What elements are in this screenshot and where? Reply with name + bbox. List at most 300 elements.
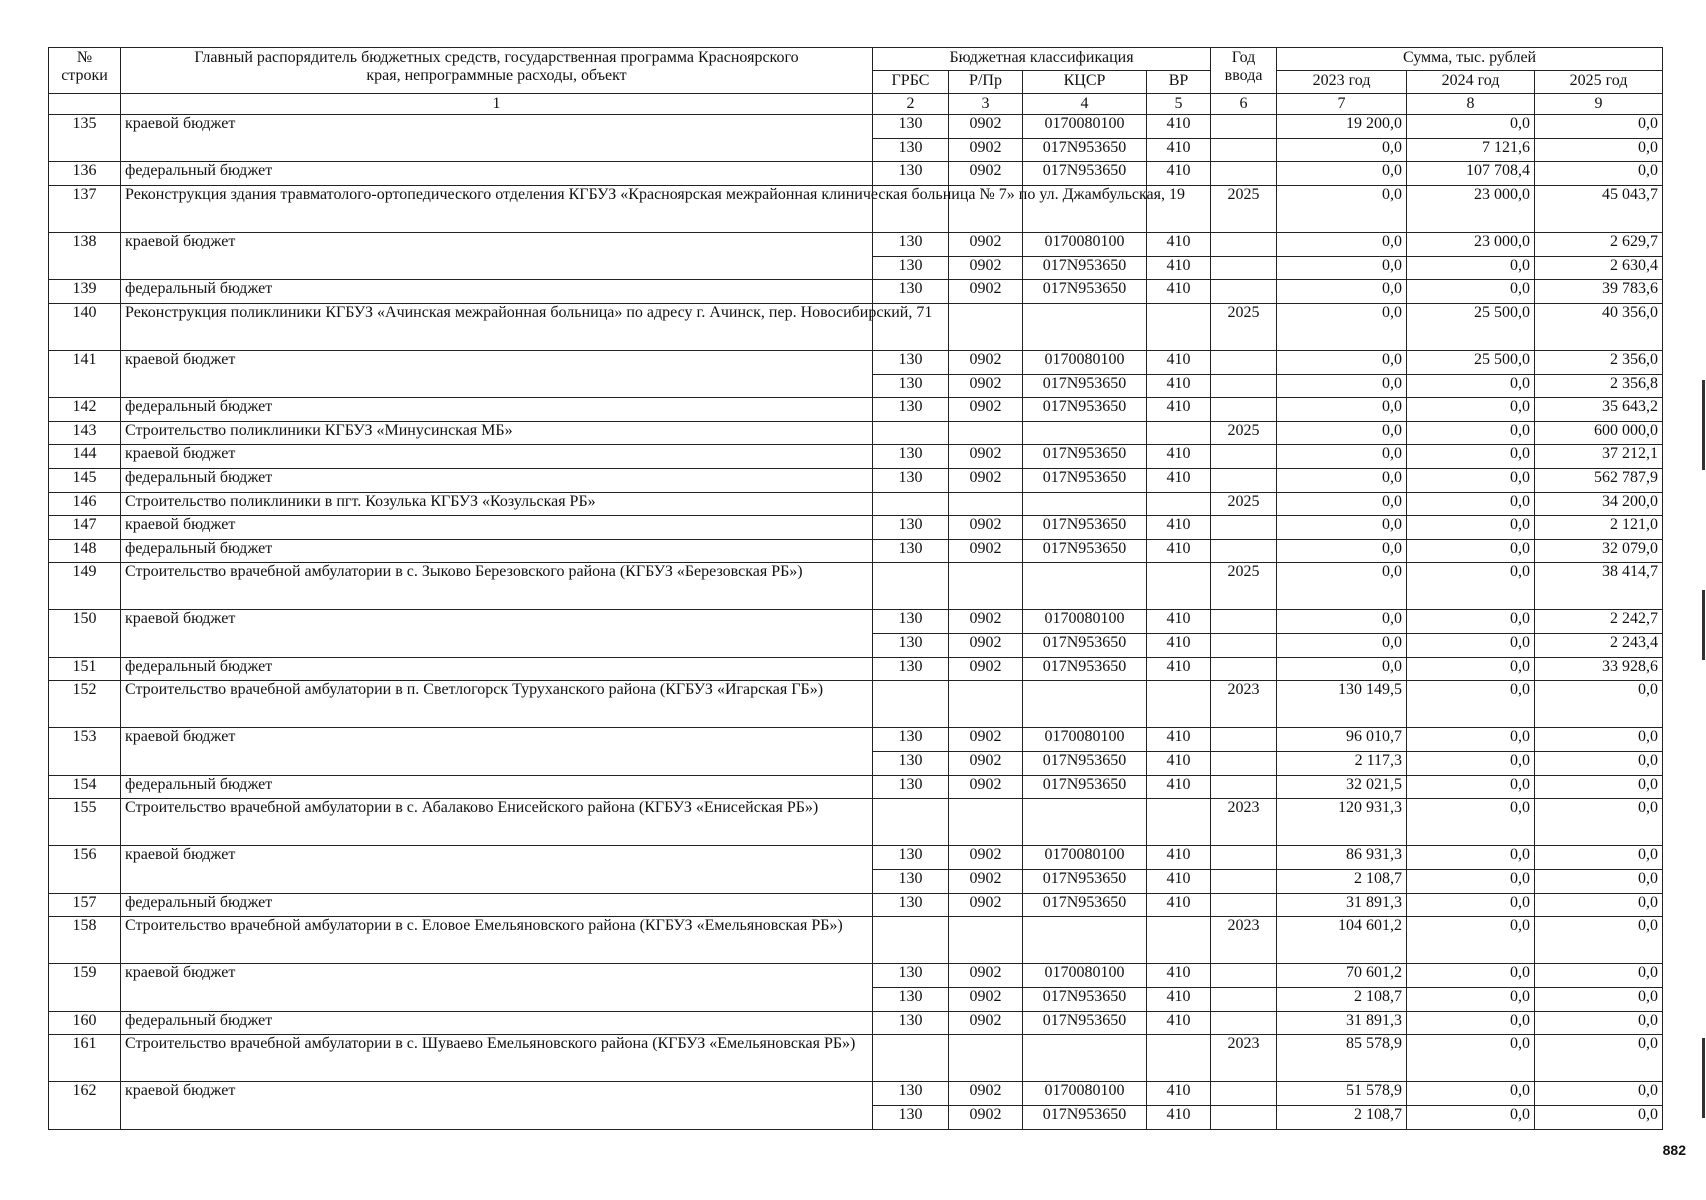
- grbs-cell: [873, 799, 949, 846]
- sum-2023-cell: 19 200,0: [1277, 115, 1407, 139]
- sum-2024-cell: 0,0: [1407, 1011, 1535, 1035]
- page-number: 882: [1662, 1142, 1686, 1158]
- year-cell: [1211, 398, 1277, 422]
- kcsr-cell: [1023, 303, 1147, 350]
- sum-2025-cell: 2 242,7: [1535, 610, 1663, 634]
- sum-2024-cell: 0,0: [1407, 539, 1535, 563]
- grbs-cell: [873, 563, 949, 610]
- row-number-cell: 160: [49, 1011, 121, 1035]
- grbs-cell: 130: [873, 232, 949, 256]
- vr-cell: 410: [1147, 516, 1211, 540]
- row-name-cell: федеральный бюджет: [121, 1011, 873, 1035]
- sum-2023-cell: 31 891,3: [1277, 893, 1407, 917]
- row-number-cell: 159: [49, 964, 121, 1011]
- sum-2023-cell: 0,0: [1277, 374, 1407, 398]
- year-cell: [1211, 374, 1277, 398]
- grbs-cell: 130: [873, 893, 949, 917]
- vr-cell: 410: [1147, 445, 1211, 469]
- year-cell: 2023: [1211, 917, 1277, 964]
- sum-2024-cell: 0,0: [1407, 398, 1535, 422]
- row-number-cell: 161: [49, 1035, 121, 1082]
- row-number-cell: 138: [49, 232, 121, 279]
- row-name-cell: Строительство врачебной амбулатории в с. Абалаково Енисейского района (КГБУЗ «Енисейская РБ»): [121, 799, 873, 846]
- rzpr-cell: [949, 1035, 1023, 1082]
- sum-2023-cell: 0,0: [1277, 539, 1407, 563]
- scan-edge-mark: [1702, 1038, 1705, 1118]
- kcsr-cell: [1023, 917, 1147, 964]
- sum-2023-cell: 96 010,7: [1277, 728, 1407, 752]
- rzpr-cell: 0902: [949, 1011, 1023, 1035]
- rzpr-cell: 0902: [949, 445, 1023, 469]
- sum-2025-cell: 0,0: [1535, 1011, 1663, 1035]
- sum-2023-cell: 2 108,7: [1277, 870, 1407, 894]
- row-number-cell: 142: [49, 398, 121, 422]
- kcsr-cell: [1023, 563, 1147, 610]
- vr-cell: 410: [1147, 610, 1211, 634]
- header-name: [121, 48, 873, 94]
- sum-2025-cell: 562 787,9: [1535, 468, 1663, 492]
- year-cell: [1211, 539, 1277, 563]
- vr-cell: [1147, 681, 1211, 728]
- year-cell: 2025: [1211, 563, 1277, 610]
- vr-cell: 410: [1147, 634, 1211, 658]
- vr-cell: 410: [1147, 138, 1211, 162]
- vr-cell: 410: [1147, 1011, 1211, 1035]
- sum-2023-cell: 0,0: [1277, 492, 1407, 516]
- vr-cell: 410: [1147, 256, 1211, 280]
- sum-2024-cell: 0,0: [1407, 610, 1535, 634]
- sum-2024-cell: 0,0: [1407, 374, 1535, 398]
- row-name-cell: федеральный бюджет: [121, 162, 873, 186]
- sum-2025-cell: 37 212,1: [1535, 445, 1663, 469]
- row-name-cell: Строительство поликлиники в пгт. Козулька КГБУЗ «Козульская РБ»: [121, 492, 873, 516]
- sum-2024-cell: 0,0: [1407, 893, 1535, 917]
- row-name-cell: краевой бюджет: [121, 1082, 873, 1129]
- rzpr-cell: 0902: [949, 752, 1023, 776]
- vr-cell: 410: [1147, 1105, 1211, 1129]
- sum-2024-cell: 0,0: [1407, 492, 1535, 516]
- table-row: [49, 445, 1663, 469]
- sum-2025-cell: 0,0: [1535, 115, 1663, 139]
- kcsr-cell: 017N953650: [1023, 657, 1147, 681]
- row-number-cell: 156: [49, 846, 121, 893]
- row-name-cell: федеральный бюджет: [121, 775, 873, 799]
- row-name-cell: федеральный бюджет: [121, 468, 873, 492]
- vr-cell: 410: [1147, 752, 1211, 776]
- vr-cell: 410: [1147, 374, 1211, 398]
- row-name-cell: краевой бюджет: [121, 115, 873, 162]
- grbs-cell: 130: [873, 610, 949, 634]
- table-row: [49, 799, 1663, 846]
- rzpr-cell: 0902: [949, 115, 1023, 139]
- header-sum: Сумма, тыс. рублей: [1277, 48, 1663, 71]
- kcsr-cell: 0170080100: [1023, 846, 1147, 870]
- row-number-cell: 149: [49, 563, 121, 610]
- table-row: [49, 350, 1663, 374]
- kcsr-cell: 0170080100: [1023, 232, 1147, 256]
- row-number-cell: 158: [49, 917, 121, 964]
- sum-2024-cell: 0,0: [1407, 445, 1535, 469]
- sum-2025-cell: 40 356,0: [1535, 303, 1663, 350]
- sum-2025-cell: 0,0: [1535, 893, 1663, 917]
- sum-2023-cell: 0,0: [1277, 610, 1407, 634]
- row-name-cell: федеральный бюджет: [121, 893, 873, 917]
- sum-2025-cell: 0,0: [1535, 964, 1663, 988]
- row-number-cell: 151: [49, 657, 121, 681]
- vr-cell: 410: [1147, 846, 1211, 870]
- sum-2023-cell: 0,0: [1277, 303, 1407, 350]
- grbs-cell: 130: [873, 516, 949, 540]
- sum-2023-cell: 104 601,2: [1277, 917, 1407, 964]
- sum-2024-cell: 0,0: [1407, 752, 1535, 776]
- kcsr-cell: 017N953650: [1023, 893, 1147, 917]
- sum-2025-cell: 0,0: [1535, 775, 1663, 799]
- rzpr-cell: [949, 563, 1023, 610]
- row-name-cell: Строительство врачебной амбулатории в с. Шуваево Емельяновского района (КГБУЗ «Емельяновская РБ»): [121, 1035, 873, 1082]
- row-name-cell: краевой бюджет: [121, 964, 873, 1011]
- header-2024: 2024 год: [1407, 71, 1535, 94]
- sum-2023-cell: 2 108,7: [1277, 987, 1407, 1011]
- sum-2025-cell: 33 928,6: [1535, 657, 1663, 681]
- year-cell: [1211, 280, 1277, 304]
- kcsr-cell: [1023, 421, 1147, 445]
- kcsr-cell: 017N953650: [1023, 752, 1147, 776]
- row-number-cell: 140: [49, 303, 121, 350]
- sum-2024-cell: 7 121,6: [1407, 138, 1535, 162]
- year-cell: [1211, 1105, 1277, 1129]
- row-number-cell: 136: [49, 162, 121, 186]
- row-number-cell: 150: [49, 610, 121, 657]
- sum-2024-cell: 0,0: [1407, 846, 1535, 870]
- row-name-cell: федеральный бюджет: [121, 657, 873, 681]
- year-cell: 2023: [1211, 1035, 1277, 1082]
- sum-2024-cell: 0,0: [1407, 964, 1535, 988]
- row-name-cell: Строительство врачебной амбулатории в с. Еловое Емельяновского района (КГБУЗ «Емельяновская РБ»): [121, 917, 873, 964]
- table-row: [49, 115, 1663, 139]
- grbs-cell: [873, 681, 949, 728]
- vr-cell: 410: [1147, 350, 1211, 374]
- table-row: [49, 964, 1663, 988]
- sum-2025-cell: 0,0: [1535, 799, 1663, 846]
- kcsr-cell: 017N953650: [1023, 1105, 1147, 1129]
- grbs-cell: 130: [873, 728, 949, 752]
- year-cell: [1211, 893, 1277, 917]
- table-row: [49, 421, 1663, 445]
- sum-2025-cell: 2 356,0: [1535, 350, 1663, 374]
- column-number: [49, 94, 121, 115]
- sum-2023-cell: 0,0: [1277, 350, 1407, 374]
- kcsr-cell: 017N953650: [1023, 987, 1147, 1011]
- column-number: 3: [949, 94, 1023, 115]
- table-row: [49, 1035, 1663, 1082]
- kcsr-cell: 0170080100: [1023, 964, 1147, 988]
- rzpr-cell: 0902: [949, 374, 1023, 398]
- vr-cell: [1147, 492, 1211, 516]
- grbs-cell: 130: [873, 964, 949, 988]
- grbs-cell: 130: [873, 374, 949, 398]
- sum-2024-cell: 0,0: [1407, 256, 1535, 280]
- sum-2023-cell: 85 578,9: [1277, 1035, 1407, 1082]
- vr-cell: 410: [1147, 1082, 1211, 1106]
- column-number: 5: [1147, 94, 1211, 115]
- sum-2024-cell: 0,0: [1407, 657, 1535, 681]
- vr-cell: [1147, 303, 1211, 350]
- sum-2023-cell: 32 021,5: [1277, 775, 1407, 799]
- header-row-number-line1: №: [76, 49, 93, 66]
- year-cell: [1211, 1011, 1277, 1035]
- year-cell: 2023: [1211, 799, 1277, 846]
- row-number-cell: 153: [49, 728, 121, 775]
- year-cell: [1211, 775, 1277, 799]
- sum-2024-cell: 0,0: [1407, 1035, 1535, 1082]
- rzpr-cell: [949, 303, 1023, 350]
- sum-2025-cell: 0,0: [1535, 681, 1663, 728]
- row-name-cell: краевой бюджет: [121, 846, 873, 893]
- grbs-cell: 130: [873, 468, 949, 492]
- sum-2023-cell: 70 601,2: [1277, 964, 1407, 988]
- rzpr-cell: 0902: [949, 1105, 1023, 1129]
- row-name-cell: краевой бюджет: [121, 728, 873, 775]
- grbs-cell: [873, 917, 949, 964]
- rzpr-cell: 0902: [949, 987, 1023, 1011]
- rzpr-cell: 0902: [949, 964, 1023, 988]
- sum-2025-cell: 600 000,0: [1535, 421, 1663, 445]
- grbs-cell: 130: [873, 115, 949, 139]
- table-row: [49, 539, 1663, 563]
- table-row: [49, 1011, 1663, 1035]
- header-name-line2: края, непрограммные расходы, объект: [366, 67, 627, 84]
- sum-2024-cell: 25 500,0: [1407, 303, 1535, 350]
- row-number-cell: 141: [49, 350, 121, 397]
- sum-2024-cell: 0,0: [1407, 280, 1535, 304]
- vr-cell: 410: [1147, 870, 1211, 894]
- sum-2025-cell: 34 200,0: [1535, 492, 1663, 516]
- kcsr-cell: 017N953650: [1023, 398, 1147, 422]
- rzpr-cell: 0902: [949, 468, 1023, 492]
- row-name-cell: федеральный бюджет: [121, 539, 873, 563]
- grbs-cell: [873, 421, 949, 445]
- vr-cell: [1147, 563, 1211, 610]
- column-number: 4: [1023, 94, 1147, 115]
- header-grbs: ГРБС: [873, 71, 949, 94]
- sum-2025-cell: 38 414,7: [1535, 563, 1663, 610]
- sum-2025-cell: 2 630,4: [1535, 256, 1663, 280]
- table-row: [49, 280, 1663, 304]
- year-cell: 2023: [1211, 681, 1277, 728]
- row-name-cell: краевой бюджет: [121, 350, 873, 397]
- row-number-cell: 147: [49, 516, 121, 540]
- sum-2023-cell: 0,0: [1277, 232, 1407, 256]
- rzpr-cell: 0902: [949, 657, 1023, 681]
- table-row: [49, 162, 1663, 186]
- table-row: [49, 303, 1663, 350]
- table-row: [49, 1082, 1663, 1106]
- year-cell: [1211, 162, 1277, 186]
- sum-2024-cell: 0,0: [1407, 563, 1535, 610]
- kcsr-cell: 017N953650: [1023, 775, 1147, 799]
- vr-cell: 410: [1147, 398, 1211, 422]
- scan-edge-mark: [1702, 590, 1705, 660]
- header-year-line2: ввода: [1224, 67, 1263, 84]
- year-cell: [1211, 256, 1277, 280]
- row-number-cell: 148: [49, 539, 121, 563]
- sum-2025-cell: 2 629,7: [1535, 232, 1663, 256]
- column-number: 9: [1535, 94, 1663, 115]
- column-number: 6: [1211, 94, 1277, 115]
- row-name-cell: Строительство врачебной амбулатории в с. Зыково Березовского района (КГБУЗ «Березовская РБ»): [121, 563, 873, 610]
- rzpr-cell: 0902: [949, 232, 1023, 256]
- sum-2024-cell: 0,0: [1407, 1105, 1535, 1129]
- table-row: [49, 610, 1663, 634]
- vr-cell: 410: [1147, 728, 1211, 752]
- sum-2025-cell: 0,0: [1535, 1035, 1663, 1082]
- grbs-cell: [873, 492, 949, 516]
- grbs-cell: 130: [873, 775, 949, 799]
- year-cell: [1211, 445, 1277, 469]
- grbs-cell: 130: [873, 398, 949, 422]
- grbs-cell: 130: [873, 657, 949, 681]
- row-name-cell: краевой бюджет: [121, 445, 873, 469]
- header-row-number-line2: строки: [61, 67, 108, 84]
- kcsr-cell: 017N953650: [1023, 256, 1147, 280]
- column-number: 8: [1407, 94, 1535, 115]
- vr-cell: 410: [1147, 987, 1211, 1011]
- kcsr-cell: [1023, 681, 1147, 728]
- sum-2024-cell: 0,0: [1407, 681, 1535, 728]
- sum-2023-cell: 0,0: [1277, 185, 1407, 232]
- grbs-cell: 130: [873, 445, 949, 469]
- row-number-cell: 146: [49, 492, 121, 516]
- table-row: [49, 893, 1663, 917]
- grbs-cell: 130: [873, 162, 949, 186]
- rzpr-cell: 0902: [949, 634, 1023, 658]
- sum-2025-cell: 0,0: [1535, 1082, 1663, 1106]
- row-name-cell: федеральный бюджет: [121, 280, 873, 304]
- rzpr-cell: 0902: [949, 728, 1023, 752]
- year-cell: [1211, 138, 1277, 162]
- header-2025: 2025 год: [1535, 71, 1663, 94]
- sum-2023-cell: 2 117,3: [1277, 752, 1407, 776]
- sum-2025-cell: 32 079,0: [1535, 539, 1663, 563]
- sum-2023-cell: 0,0: [1277, 634, 1407, 658]
- kcsr-cell: [1023, 492, 1147, 516]
- sum-2023-cell: 120 931,3: [1277, 799, 1407, 846]
- sum-2023-cell: 2 108,7: [1277, 1105, 1407, 1129]
- sum-2025-cell: 0,0: [1535, 870, 1663, 894]
- row-number-cell: 137: [49, 185, 121, 232]
- sum-2024-cell: 23 000,0: [1407, 232, 1535, 256]
- sum-2024-cell: 0,0: [1407, 1082, 1535, 1106]
- column-number: 1: [121, 94, 873, 115]
- rzpr-cell: [949, 681, 1023, 728]
- header-year-line1: Год: [1231, 49, 1256, 66]
- header-rzpr: Р/Пр: [949, 71, 1023, 94]
- kcsr-cell: 017N953650: [1023, 374, 1147, 398]
- row-number-cell: 143: [49, 421, 121, 445]
- kcsr-cell: 017N953650: [1023, 280, 1147, 304]
- year-cell: [1211, 728, 1277, 752]
- table-row: [49, 775, 1663, 799]
- sum-2024-cell: 0,0: [1407, 799, 1535, 846]
- row-name-cell: краевой бюджет: [121, 516, 873, 540]
- kcsr-cell: 017N953650: [1023, 634, 1147, 658]
- sum-2024-cell: 0,0: [1407, 870, 1535, 894]
- grbs-cell: 130: [873, 634, 949, 658]
- sum-2025-cell: 0,0: [1535, 1105, 1663, 1129]
- vr-cell: [1147, 1035, 1211, 1082]
- year-cell: [1211, 870, 1277, 894]
- rzpr-cell: [949, 917, 1023, 964]
- sum-2025-cell: 2 121,0: [1535, 516, 1663, 540]
- grbs-cell: 130: [873, 1105, 949, 1129]
- kcsr-cell: 017N953650: [1023, 445, 1147, 469]
- sum-2025-cell: 0,0: [1535, 162, 1663, 186]
- grbs-cell: 130: [873, 350, 949, 374]
- vr-cell: 410: [1147, 775, 1211, 799]
- grbs-cell: 130: [873, 280, 949, 304]
- grbs-cell: 130: [873, 138, 949, 162]
- table-row: [49, 681, 1663, 728]
- rzpr-cell: [949, 492, 1023, 516]
- sum-2024-cell: 0,0: [1407, 987, 1535, 1011]
- row-number-cell: 152: [49, 681, 121, 728]
- year-cell: [1211, 752, 1277, 776]
- sum-2024-cell: 0,0: [1407, 516, 1535, 540]
- year-cell: [1211, 1082, 1277, 1106]
- header-2023: 2023 год: [1277, 71, 1407, 94]
- rzpr-cell: 0902: [949, 1082, 1023, 1106]
- sum-2023-cell: 0,0: [1277, 421, 1407, 445]
- sum-2023-cell: 86 931,3: [1277, 846, 1407, 870]
- year-cell: [1211, 657, 1277, 681]
- sum-2025-cell: 45 043,7: [1535, 185, 1663, 232]
- row-number-cell: 144: [49, 445, 121, 469]
- row-number-cell: 135: [49, 115, 121, 162]
- year-cell: [1211, 468, 1277, 492]
- row-name-cell: Реконструкция поликлиники КГБУЗ «Ачинская межрайонная больница» по адресу г. Ачинск, пер. Новосибирский, 71: [121, 303, 873, 350]
- vr-cell: 410: [1147, 115, 1211, 139]
- vr-cell: [1147, 421, 1211, 445]
- year-cell: [1211, 516, 1277, 540]
- sum-2024-cell: 0,0: [1407, 468, 1535, 492]
- year-cell: [1211, 846, 1277, 870]
- column-number: 7: [1277, 94, 1407, 115]
- sum-2025-cell: 0,0: [1535, 987, 1663, 1011]
- kcsr-cell: 0170080100: [1023, 1082, 1147, 1106]
- row-name-cell: Строительство поликлиники КГБУЗ «Минусинская МБ»: [121, 421, 873, 445]
- row-name-cell: краевой бюджет: [121, 232, 873, 279]
- sum-2023-cell: 0,0: [1277, 563, 1407, 610]
- kcsr-cell: 017N953650: [1023, 138, 1147, 162]
- sum-2025-cell: 0,0: [1535, 917, 1663, 964]
- year-cell: [1211, 634, 1277, 658]
- row-name-cell: краевой бюджет: [121, 610, 873, 657]
- rzpr-cell: 0902: [949, 256, 1023, 280]
- vr-cell: 410: [1147, 280, 1211, 304]
- year-cell: 2025: [1211, 185, 1277, 232]
- sum-2023-cell: 51 578,9: [1277, 1082, 1407, 1106]
- rzpr-cell: 0902: [949, 610, 1023, 634]
- header-kcsr: КЦСР: [1023, 71, 1147, 94]
- sum-2024-cell: 0,0: [1407, 728, 1535, 752]
- sum-2025-cell: 39 783,6: [1535, 280, 1663, 304]
- sum-2025-cell: 0,0: [1535, 728, 1663, 752]
- sum-2025-cell: 35 643,2: [1535, 398, 1663, 422]
- vr-cell: 410: [1147, 893, 1211, 917]
- grbs-cell: 130: [873, 256, 949, 280]
- scan-edge-mark: [1702, 380, 1705, 470]
- year-cell: [1211, 115, 1277, 139]
